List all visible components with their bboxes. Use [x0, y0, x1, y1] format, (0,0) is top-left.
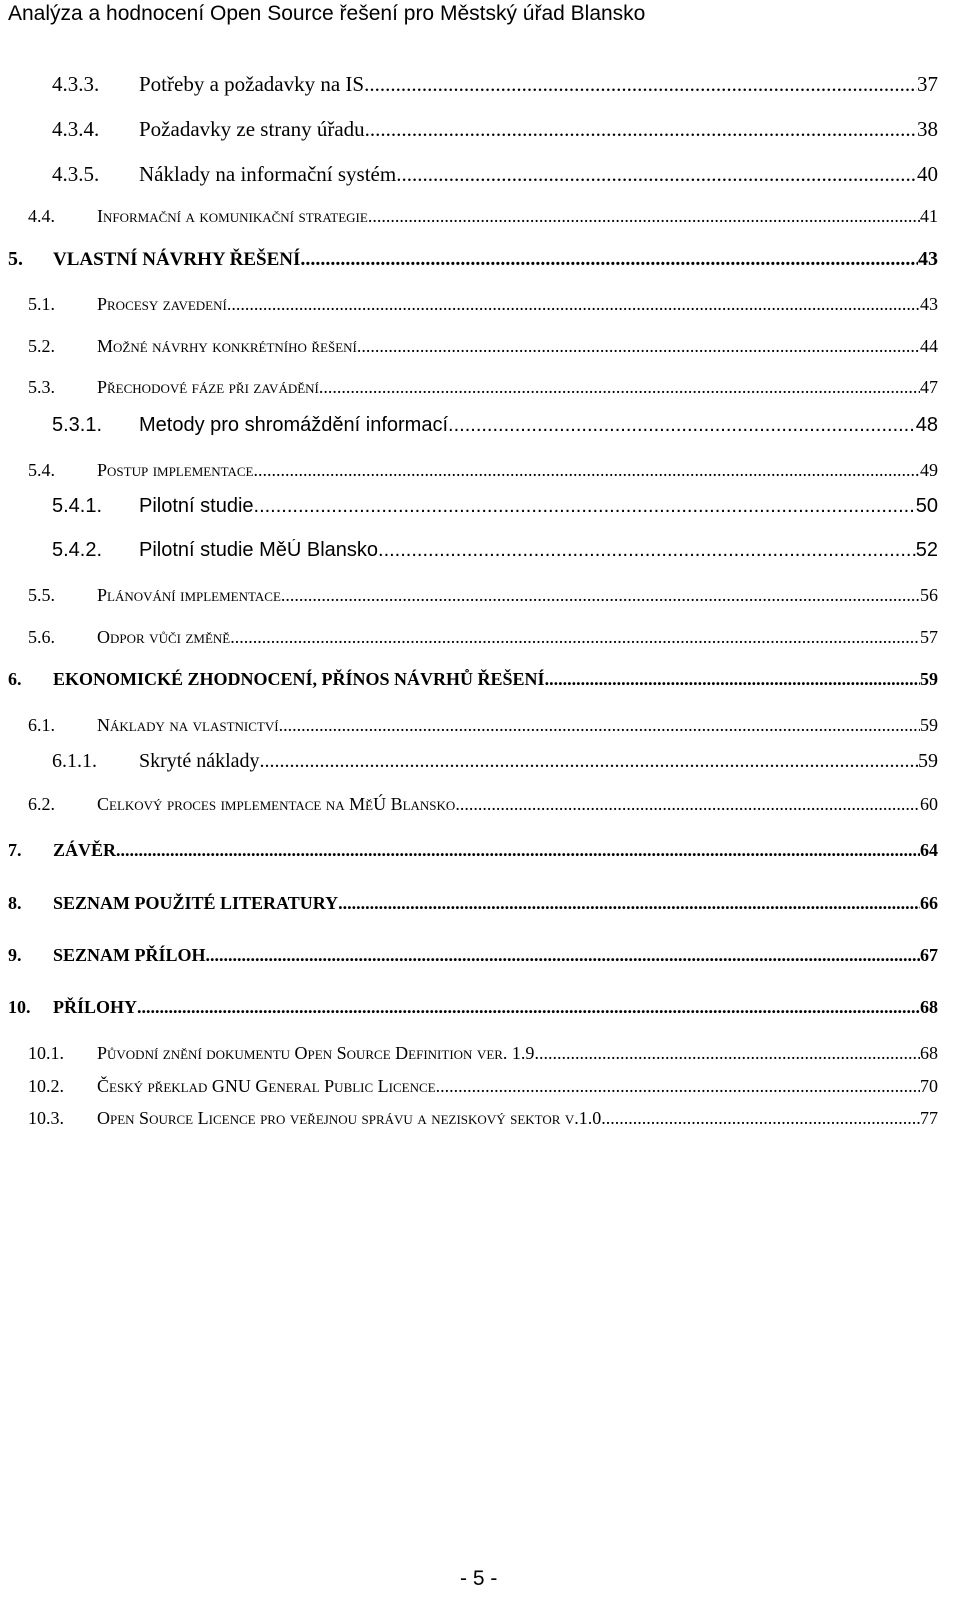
toc-entry[interactable] — [52, 495, 938, 518]
toc-leader-dots — [253, 460, 920, 481]
toc-entry-title: Open Source Licence pro veřejnou správu a neziskový sektor v.1.0 — [97, 1108, 602, 1128]
toc-entry-title: Pilotní studie MěÚ Blansko — [139, 539, 379, 561]
toc-entry-number: 5.6. — [28, 627, 55, 647]
page-number: - 5 - — [460, 1567, 498, 1590]
toc-entry[interactable] — [8, 997, 938, 1018]
toc-entry[interactable] — [52, 162, 938, 187]
toc-entry-title: SEZNAM PŘÍLOH — [53, 945, 206, 965]
toc-entry-number: 8. — [8, 893, 22, 913]
toc-entry-page: 47 — [920, 377, 938, 397]
toc-entry-title: Informační a komunikační strategie — [97, 206, 368, 226]
toc-leader-dots — [455, 794, 920, 815]
toc-entry[interactable] — [52, 117, 938, 142]
toc-entry-page: 68 — [920, 1043, 938, 1063]
toc-entry-title: Možné návrhy konkrétního řešení — [97, 336, 357, 356]
toc-entry[interactable] — [8, 945, 938, 966]
toc-entry-page: 41 — [920, 206, 938, 226]
toc-entry-title: Celkový proces implementace na MěÚ Blansko — [97, 794, 456, 814]
toc-leader-dots — [116, 840, 920, 861]
toc-leader-dots — [137, 997, 920, 1018]
toc-entry-number: 5.5. — [28, 585, 55, 605]
toc-entry-number: 7. — [8, 840, 22, 860]
toc-leader-dots — [534, 1043, 920, 1064]
toc-leader-dots — [300, 248, 918, 271]
toc-entry-title: Přechodové fáze při zavádění — [97, 377, 319, 397]
toc-entry-title: Plánování implementace — [97, 585, 281, 605]
toc-entry-number: 10.3. — [28, 1108, 64, 1128]
toc-entry-page: 43 — [920, 294, 938, 314]
toc-entry[interactable] — [52, 72, 938, 97]
toc-entry-title: SEZNAM POUŽITÉ LITERATURY — [53, 893, 339, 913]
toc-leader-dots — [396, 162, 917, 187]
toc-entry-page: 37 — [917, 72, 938, 96]
toc-entry-page: 48 — [915, 414, 938, 436]
toc-entry-page: 56 — [920, 585, 938, 605]
toc-entry-page: 38 — [917, 117, 938, 141]
toc-entry-number: 9. — [8, 945, 22, 965]
toc-leader-dots — [545, 669, 920, 690]
toc-entry-title: Postup implementace — [97, 460, 254, 480]
toc-entry-page: 64 — [920, 840, 938, 860]
toc-entry-number: 6.2. — [28, 794, 55, 814]
toc-leader-dots — [319, 377, 920, 398]
toc-entry-page: 49 — [920, 460, 938, 480]
toc-leader-dots — [260, 750, 918, 773]
toc-entry-title: Původní znění dokumentu Open Source Definition ver. 1.9 — [97, 1043, 535, 1063]
toc-entry-number: 6.1. — [28, 715, 55, 735]
toc-entry-page: 50 — [915, 495, 938, 517]
toc-leader-dots — [206, 945, 920, 966]
toc-leader-dots — [254, 495, 916, 518]
toc-entry-page: 52 — [915, 539, 938, 561]
toc-leader-dots — [357, 336, 920, 357]
toc-leader-dots — [436, 1076, 920, 1097]
toc-entry[interactable] — [8, 669, 938, 690]
toc-entry-page: 60 — [920, 794, 938, 814]
toc-entry-number: 5.4.1. — [52, 495, 103, 517]
toc-entry-title: PŘÍLOHY — [53, 997, 138, 1017]
toc-entry-number: 10.1. — [28, 1043, 64, 1063]
toc-entry-title: Český překlad GNU General Public Licence — [97, 1076, 436, 1096]
toc-entry-number: 6.1.1. — [52, 750, 97, 772]
toc-entry-title: VLASTNÍ NÁVRHY ŘEŠENÍ — [53, 249, 301, 270]
toc-entry[interactable] — [8, 248, 938, 271]
running-header: Analýza a hodnocení Open Source řešení pro Městský úřad Blansko — [8, 2, 646, 25]
toc-entry-page: 40 — [917, 162, 938, 186]
toc-entry[interactable] — [28, 627, 938, 648]
toc-entry-title: Potřeby a požadavky na IS — [139, 72, 365, 96]
toc-entry-page: 77 — [920, 1108, 938, 1128]
toc-leader-dots — [448, 414, 916, 437]
toc-entry[interactable] — [52, 539, 938, 562]
toc-entry-number: 10. — [8, 997, 31, 1017]
toc-entry-page: 59 — [918, 750, 938, 772]
toc-leader-dots — [338, 893, 920, 914]
toc-leader-dots — [601, 1108, 920, 1129]
toc-entry-number: 5.2. — [28, 336, 55, 356]
toc-leader-dots — [378, 539, 916, 562]
toc-leader-dots — [279, 715, 920, 736]
toc-entry[interactable] — [28, 715, 938, 736]
toc-entry[interactable] — [8, 893, 938, 914]
toc-entry-number: 4.3.5. — [52, 162, 100, 186]
toc-entry-page: 59 — [920, 715, 938, 735]
toc-entry-title: Náklady na vlastnictví — [97, 715, 279, 735]
toc-entry-page: 66 — [920, 893, 938, 913]
toc-entry[interactable] — [28, 336, 938, 357]
toc-entry-title: Procesy zavedení — [97, 294, 227, 314]
toc-entry-number: 4.3.3. — [52, 72, 100, 96]
toc-entry[interactable] — [28, 1076, 938, 1097]
toc-entry[interactable] — [28, 1043, 938, 1064]
toc-leader-dots — [227, 294, 920, 315]
toc-entry-page: 70 — [920, 1076, 938, 1096]
toc-entry-title: Náklady na informační systém — [139, 162, 397, 186]
toc-entry-page: 67 — [920, 945, 938, 965]
toc-leader-dots — [281, 585, 920, 606]
toc-entry-number: 4.4. — [28, 206, 55, 226]
toc-entry-page: 59 — [920, 669, 938, 689]
toc-entry-title: Požadavky ze strany úřadu — [139, 117, 365, 141]
toc-entry-page: 68 — [920, 997, 938, 1017]
toc-entry[interactable] — [28, 585, 938, 606]
toc-entry[interactable] — [28, 1108, 938, 1129]
toc-entry-title: Pilotní studie — [139, 495, 254, 517]
toc-leader-dots — [364, 72, 917, 97]
toc-entry-page: 44 — [920, 336, 938, 356]
toc-entry-title: ZÁVĚR — [53, 840, 117, 860]
toc-entry[interactable] — [52, 414, 938, 437]
toc-entry-number: 10.2. — [28, 1076, 64, 1096]
toc-entry[interactable] — [52, 750, 938, 773]
toc-entry-number: 5.3.1. — [52, 414, 103, 436]
toc-entry-title: Odpor vůči změně — [97, 627, 231, 647]
toc-entry-number: 5.4. — [28, 460, 55, 480]
toc-entry-number: 6. — [8, 669, 22, 689]
toc-entry-title: Metody pro shromáždění informací — [139, 414, 449, 436]
toc-entry[interactable] — [28, 377, 938, 398]
toc-entry-title: Skryté náklady — [139, 750, 260, 772]
toc-leader-dots — [368, 206, 920, 227]
toc-entry-number: 5.1. — [28, 294, 55, 314]
toc-leader-dots — [230, 627, 920, 648]
toc-entry-page: 43 — [918, 248, 938, 270]
toc-entry[interactable] — [8, 840, 938, 861]
toc-entry[interactable] — [28, 460, 938, 481]
toc-entry[interactable] — [28, 794, 938, 815]
toc-entry-number: 4.3.4. — [52, 117, 100, 141]
toc-entry-page: 57 — [920, 627, 938, 647]
toc-entry-number: 5. — [8, 248, 23, 270]
toc-entry[interactable] — [28, 294, 938, 315]
toc-leader-dots — [365, 117, 917, 142]
toc-entry-title: EKONOMICKÉ ZHODNOCENÍ, PŘÍNOS NÁVRHŮ ŘEŠENÍ — [53, 669, 545, 689]
toc-entry[interactable] — [28, 206, 938, 227]
toc-entry-number: 5.3. — [28, 377, 55, 397]
toc-entry-number: 5.4.2. — [52, 539, 103, 561]
